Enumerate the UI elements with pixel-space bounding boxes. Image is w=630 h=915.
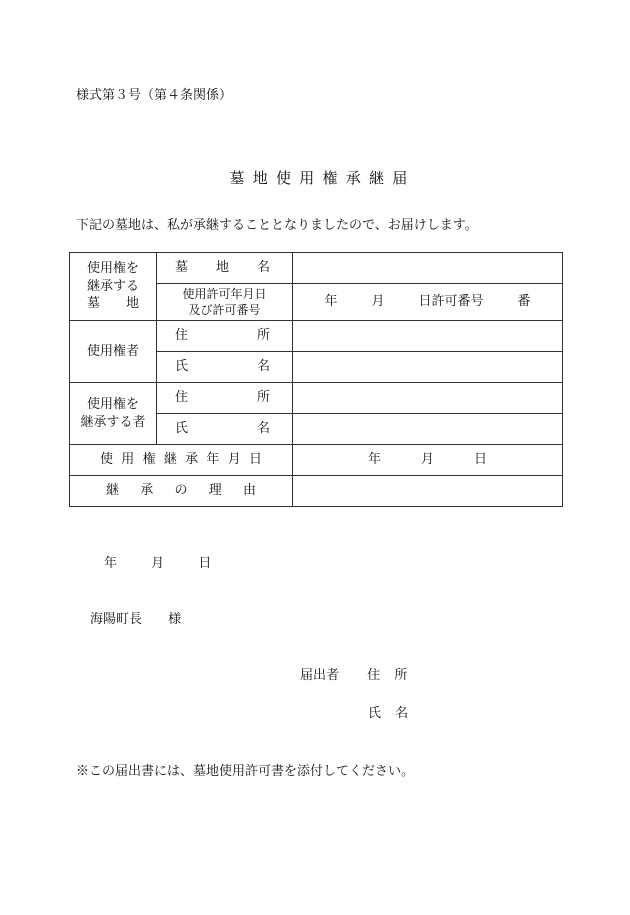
succession-date-field[interactable]: 年 月 日 (293, 445, 563, 476)
holder-name-label: 氏 名 (157, 352, 293, 383)
grave-name-field[interactable] (293, 253, 563, 284)
attachment-note: ※この届出書には、墓地使用許可書を添付してください。 (76, 764, 415, 779)
submission-date: 年 月 日 (104, 556, 212, 571)
submitter-address: 届出者 住 所 (300, 668, 408, 683)
holder-address-row (70, 321, 563, 352)
grave-name-row (70, 253, 563, 284)
submitter-name: 氏 名 (368, 706, 409, 721)
holder-address-field[interactable] (293, 321, 563, 352)
reason-label: 継 承 の 理 由 (70, 476, 293, 507)
holder-address-label: 住 所 (157, 321, 293, 352)
notification-form-table (69, 252, 563, 507)
grave-group-label: 使用権を 継承する 墓 地 (70, 253, 157, 321)
holder-name-field[interactable] (293, 352, 563, 383)
successor-address-label: 住 所 (157, 383, 293, 414)
successor-group-label: 使用権を 継承する者 (70, 383, 157, 445)
succession-date-row (70, 445, 563, 476)
successor-address-field[interactable] (293, 383, 563, 414)
holder-group-label: 使用権者 (70, 321, 157, 383)
successor-name-field[interactable] (293, 414, 563, 445)
permit-field[interactable]: 年 月 日許可番号 番 (293, 284, 563, 321)
succession-date-label: 使 用 権 継 承 年 月 日 (70, 445, 293, 476)
grave-name-label: 墓 地 名 (157, 253, 293, 284)
addressee: 海陽町長 様 (90, 612, 182, 627)
reason-row (70, 476, 563, 507)
document-title: 墓地使用権承継届 (229, 169, 416, 187)
intro-text: 下記の墓地は、私が承継することとなりましたので、お届けします。 (76, 218, 478, 233)
form-number: 様式第３号（第４条関係） (76, 88, 233, 103)
permit-label: 使用許可年月日 及び許可番号 (157, 284, 293, 321)
successor-name-label: 氏 名 (157, 414, 293, 445)
successor-address-row (70, 383, 563, 414)
reason-field[interactable] (293, 476, 563, 507)
